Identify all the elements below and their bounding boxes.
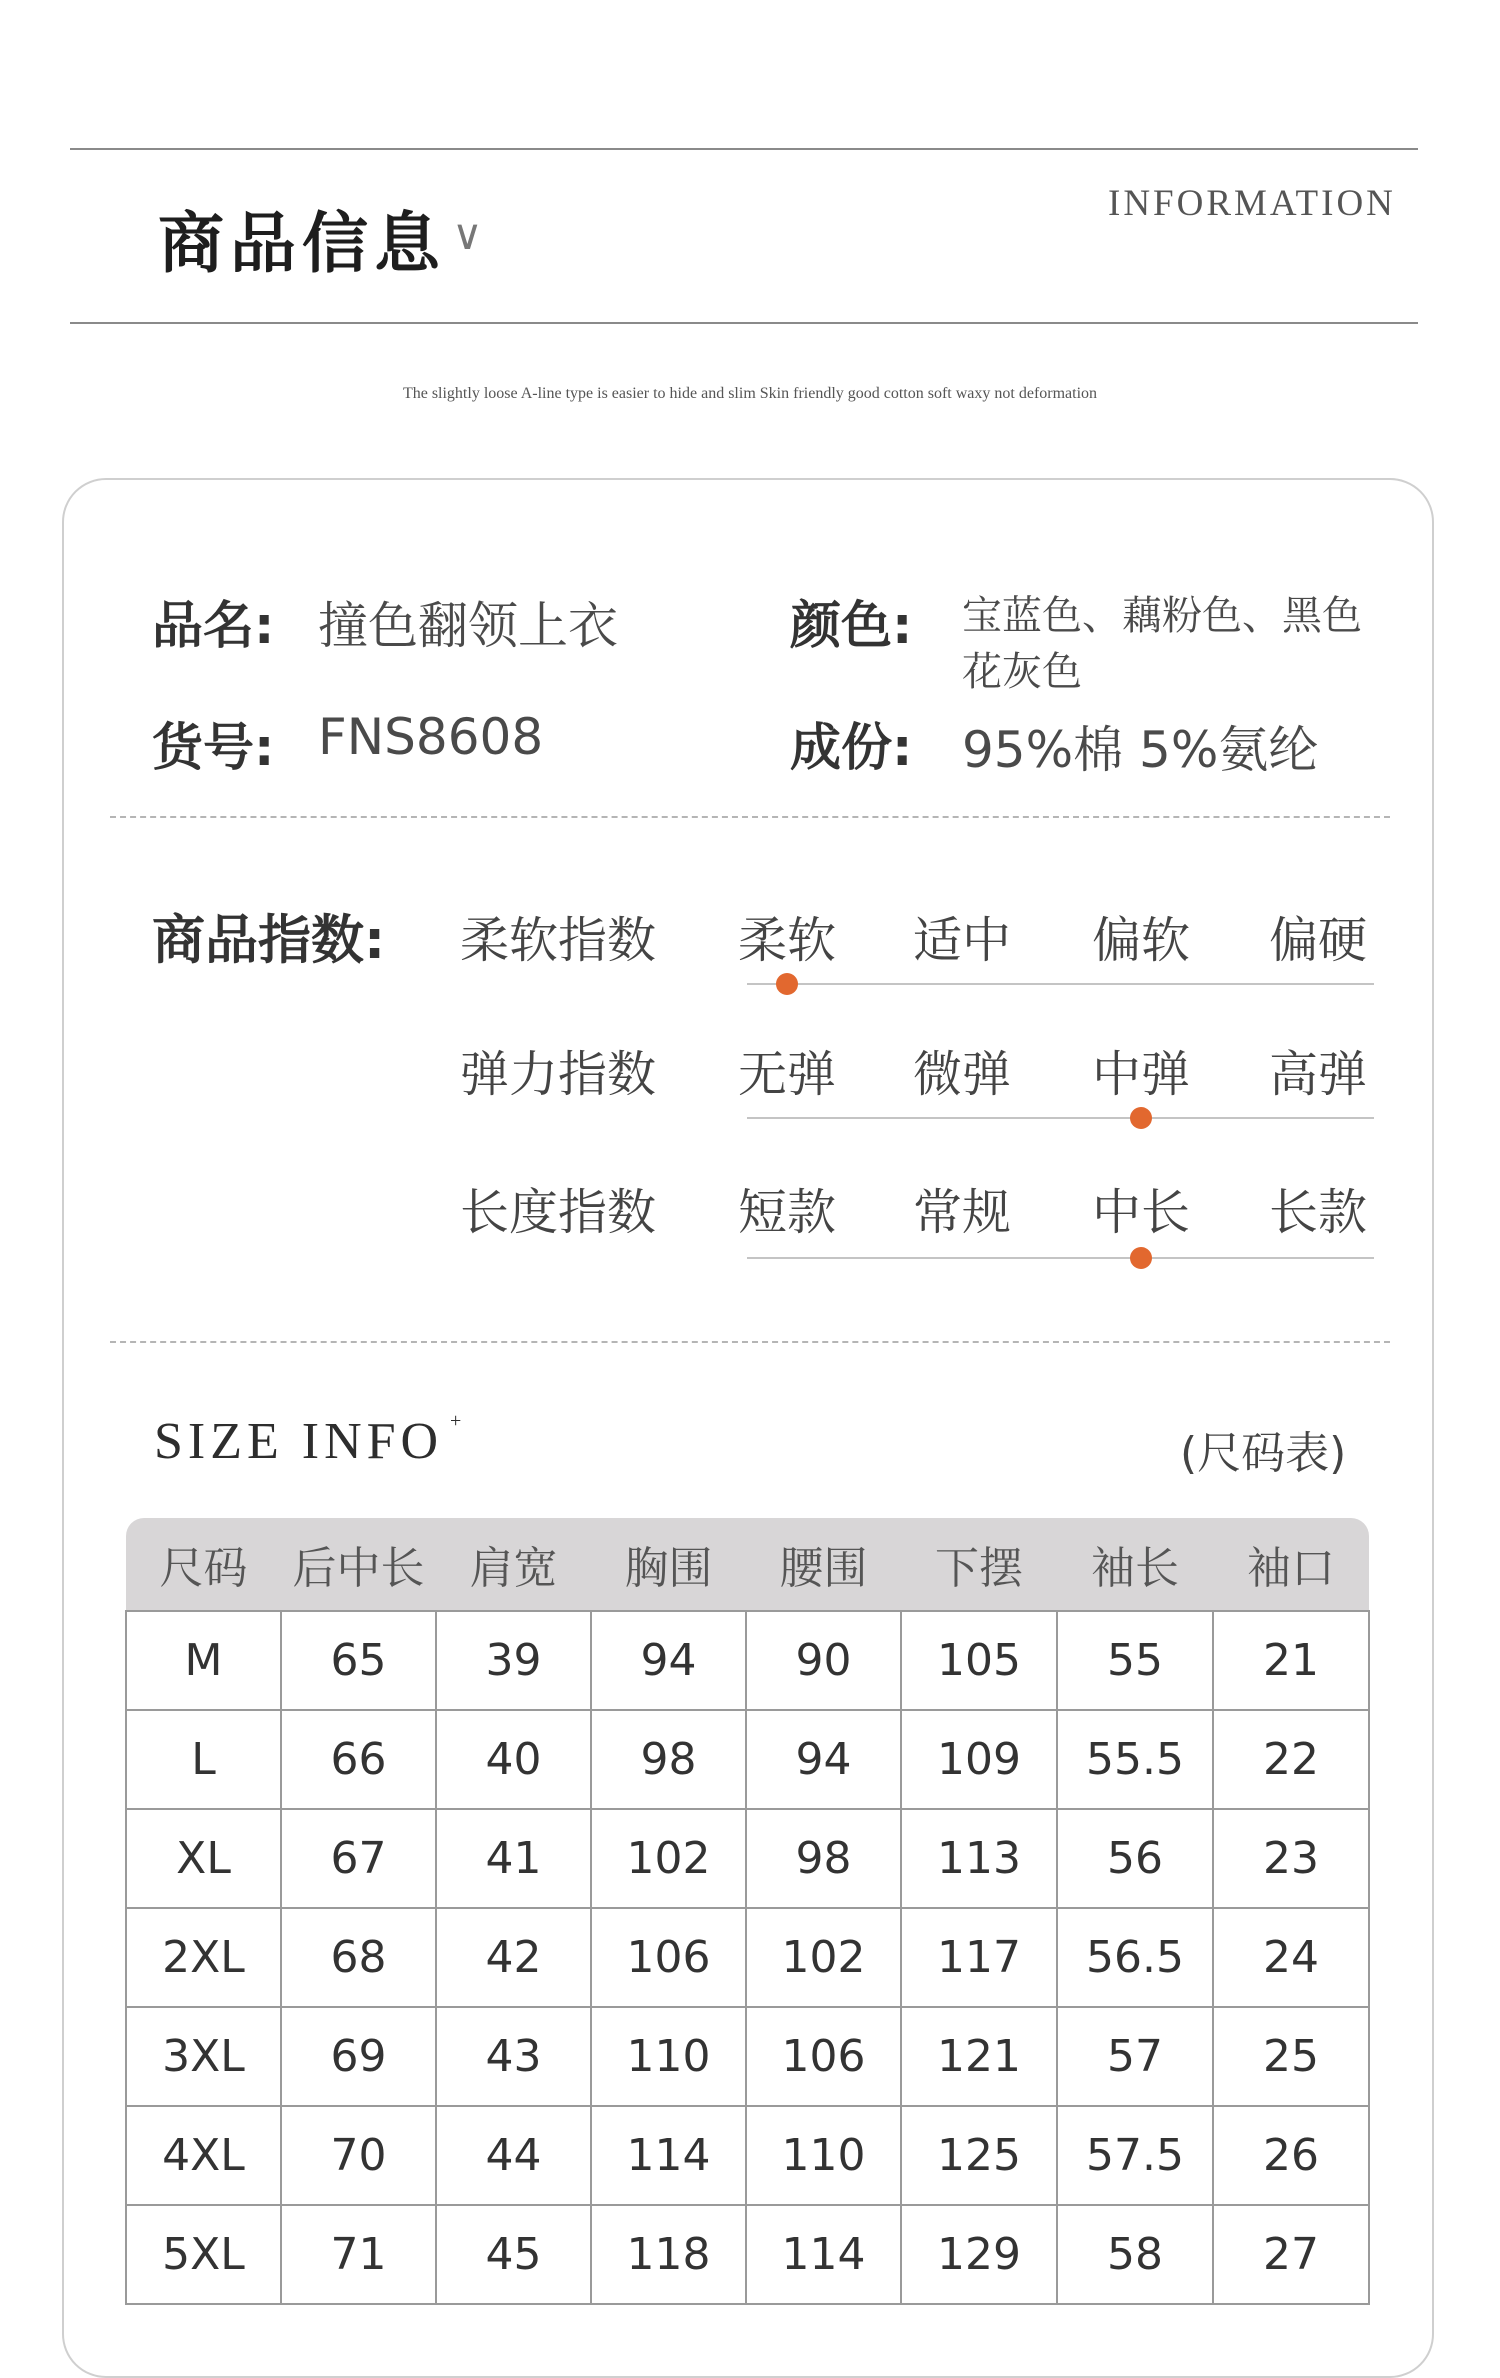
index-row-name: 长度指数 — [460, 1184, 657, 1241]
index-track — [747, 983, 1374, 985]
section-title: 商品信息 — [158, 204, 446, 282]
table-cell: 71 — [281, 2205, 436, 2304]
table-cell: 42 — [436, 1908, 591, 2007]
sku-label: 货号: — [152, 719, 275, 778]
table-cell: 68 — [281, 1908, 436, 2007]
index-option: 高弹 — [1268, 1046, 1367, 1103]
table-cell: 26 — [1213, 2106, 1369, 2205]
table-cell: 22 — [1213, 1710, 1369, 1809]
sku-value: FNS8608 — [318, 708, 544, 766]
table-row — [126, 1611, 1369, 1710]
index-marker — [1130, 1247, 1152, 1269]
table-cell: 94 — [746, 1710, 901, 1809]
table-row — [126, 1809, 1369, 1908]
table-cell: 56.5 — [1057, 1908, 1213, 2007]
table-cell: 56 — [1057, 1809, 1213, 1908]
size-chart-label: (尺码表) — [1180, 1428, 1347, 1479]
table-cell: 45 — [436, 2205, 591, 2304]
table-cell: 25 — [1213, 2007, 1369, 2106]
index-option: 长款 — [1268, 1184, 1367, 1241]
table-cell: 70 — [281, 2106, 436, 2205]
index-track — [747, 1257, 1374, 1259]
table-cell: 44 — [436, 2106, 591, 2205]
table-cell: 24 — [1213, 1908, 1369, 2007]
table-cell: 117 — [901, 1908, 1057, 2007]
table-cell: 57.5 — [1057, 2106, 1213, 2205]
table-cell: 21 — [1213, 1611, 1369, 1710]
chevron-down-icon: ∨ — [452, 210, 483, 259]
table-cell: 55.5 — [1057, 1710, 1213, 1809]
size-table — [125, 1518, 1370, 2305]
table-cell: 102 — [746, 1908, 901, 2007]
index-option: 微弹 — [912, 1046, 1011, 1103]
table-cell: 114 — [591, 2106, 746, 2205]
table-cell: 39 — [436, 1611, 591, 1710]
index-option: 中弹 — [1091, 1046, 1190, 1103]
material-label: 成份: — [790, 719, 913, 778]
table-cell: 94 — [591, 1611, 746, 1710]
index-option: 柔软 — [737, 912, 836, 969]
table-cell: 105 — [901, 1611, 1057, 1710]
table-cell: 109 — [901, 1710, 1057, 1809]
table-cell: 102 — [591, 1809, 746, 1908]
index-option: 偏硬 — [1268, 912, 1367, 969]
table-cell: 43 — [436, 2007, 591, 2106]
table-cell: 23 — [1213, 1809, 1369, 1908]
table-cell: 110 — [591, 2007, 746, 2106]
table-row — [126, 2205, 1369, 2304]
divider — [110, 816, 1390, 818]
table-cell: 129 — [901, 2205, 1057, 2304]
index-option: 常规 — [912, 1184, 1011, 1241]
column-header: 下摆 — [901, 1518, 1057, 1611]
table-cell: 41 — [436, 1809, 591, 1908]
table-cell: 118 — [591, 2205, 746, 2304]
table-cell: 57 — [1057, 2007, 1213, 2106]
plus-icon: + — [450, 1410, 462, 1432]
column-header: 尺码 — [126, 1518, 281, 1611]
column-header: 袖长 — [1057, 1518, 1213, 1611]
column-header: 胸围 — [591, 1518, 746, 1611]
index-track — [747, 1117, 1374, 1119]
information-label: INFORMATION — [1108, 183, 1396, 224]
table-cell: 55 — [1057, 1611, 1213, 1710]
index-marker — [776, 973, 798, 995]
index-label: 商品指数: — [152, 910, 386, 971]
table-cell: 58 — [1057, 2205, 1213, 2304]
column-header: 腰围 — [746, 1518, 901, 1611]
size-info-title: SIZE INFO — [154, 1413, 444, 1470]
color-value-line1: 宝蓝色、藕粉色、黑色 — [962, 593, 1362, 639]
column-header: 后中长 — [281, 1518, 436, 1611]
table-cell: M — [126, 1611, 281, 1710]
color-label: 颜色: — [790, 597, 913, 656]
table-row — [126, 2007, 1369, 2106]
table-cell: 121 — [901, 2007, 1057, 2106]
top-rule — [70, 148, 1418, 150]
table-cell: 65 — [281, 1611, 436, 1710]
table-row — [126, 2106, 1369, 2205]
table-cell: 5XL — [126, 2205, 281, 2304]
table-cell: 27 — [1213, 2205, 1369, 2304]
tagline: The slightly loose A-line type is easier to hide and slim Skin friendly good cotton soft waxy not deformation — [402, 385, 1098, 402]
index-row-name: 柔软指数 — [460, 912, 657, 969]
table-cell: XL — [126, 1809, 281, 1908]
table-cell: 69 — [281, 2007, 436, 2106]
table-cell: L — [126, 1710, 281, 1809]
table-header-row — [126, 1518, 1369, 1611]
divider — [110, 1341, 1390, 1343]
index-option: 中长 — [1091, 1184, 1190, 1241]
table-cell: 4XL — [126, 2106, 281, 2205]
table-cell: 98 — [591, 1710, 746, 1809]
index-row-name: 弹力指数 — [460, 1046, 657, 1103]
color-value-line2: 花灰色 — [962, 649, 1082, 695]
index-option: 偏软 — [1091, 912, 1190, 969]
table-cell: 2XL — [126, 1908, 281, 2007]
index-option: 无弹 — [737, 1046, 836, 1103]
index-option: 短款 — [737, 1184, 836, 1241]
column-header: 肩宽 — [436, 1518, 591, 1611]
bottom-rule — [70, 322, 1418, 324]
table-cell: 110 — [746, 2106, 901, 2205]
table-cell: 98 — [746, 1809, 901, 1908]
column-header: 袖口 — [1213, 1518, 1369, 1611]
table-row — [126, 1908, 1369, 2007]
material-value: 95%棉 5%氨纶 — [962, 721, 1319, 779]
name-label: 品名: — [152, 597, 275, 656]
table-cell: 106 — [591, 1908, 746, 2007]
table-cell: 90 — [746, 1611, 901, 1710]
name-value: 撞色翻领上衣 — [318, 597, 618, 655]
index-marker — [1130, 1107, 1152, 1129]
table-row — [126, 1710, 1369, 1809]
table-cell: 114 — [746, 2205, 901, 2304]
table-cell: 66 — [281, 1710, 436, 1809]
table-cell: 3XL — [126, 2007, 281, 2106]
table-cell: 113 — [901, 1809, 1057, 1908]
table-cell: 125 — [901, 2106, 1057, 2205]
index-option: 适中 — [912, 912, 1011, 969]
table-cell: 106 — [746, 2007, 901, 2106]
table-cell: 67 — [281, 1809, 436, 1908]
table-cell: 40 — [436, 1710, 591, 1809]
